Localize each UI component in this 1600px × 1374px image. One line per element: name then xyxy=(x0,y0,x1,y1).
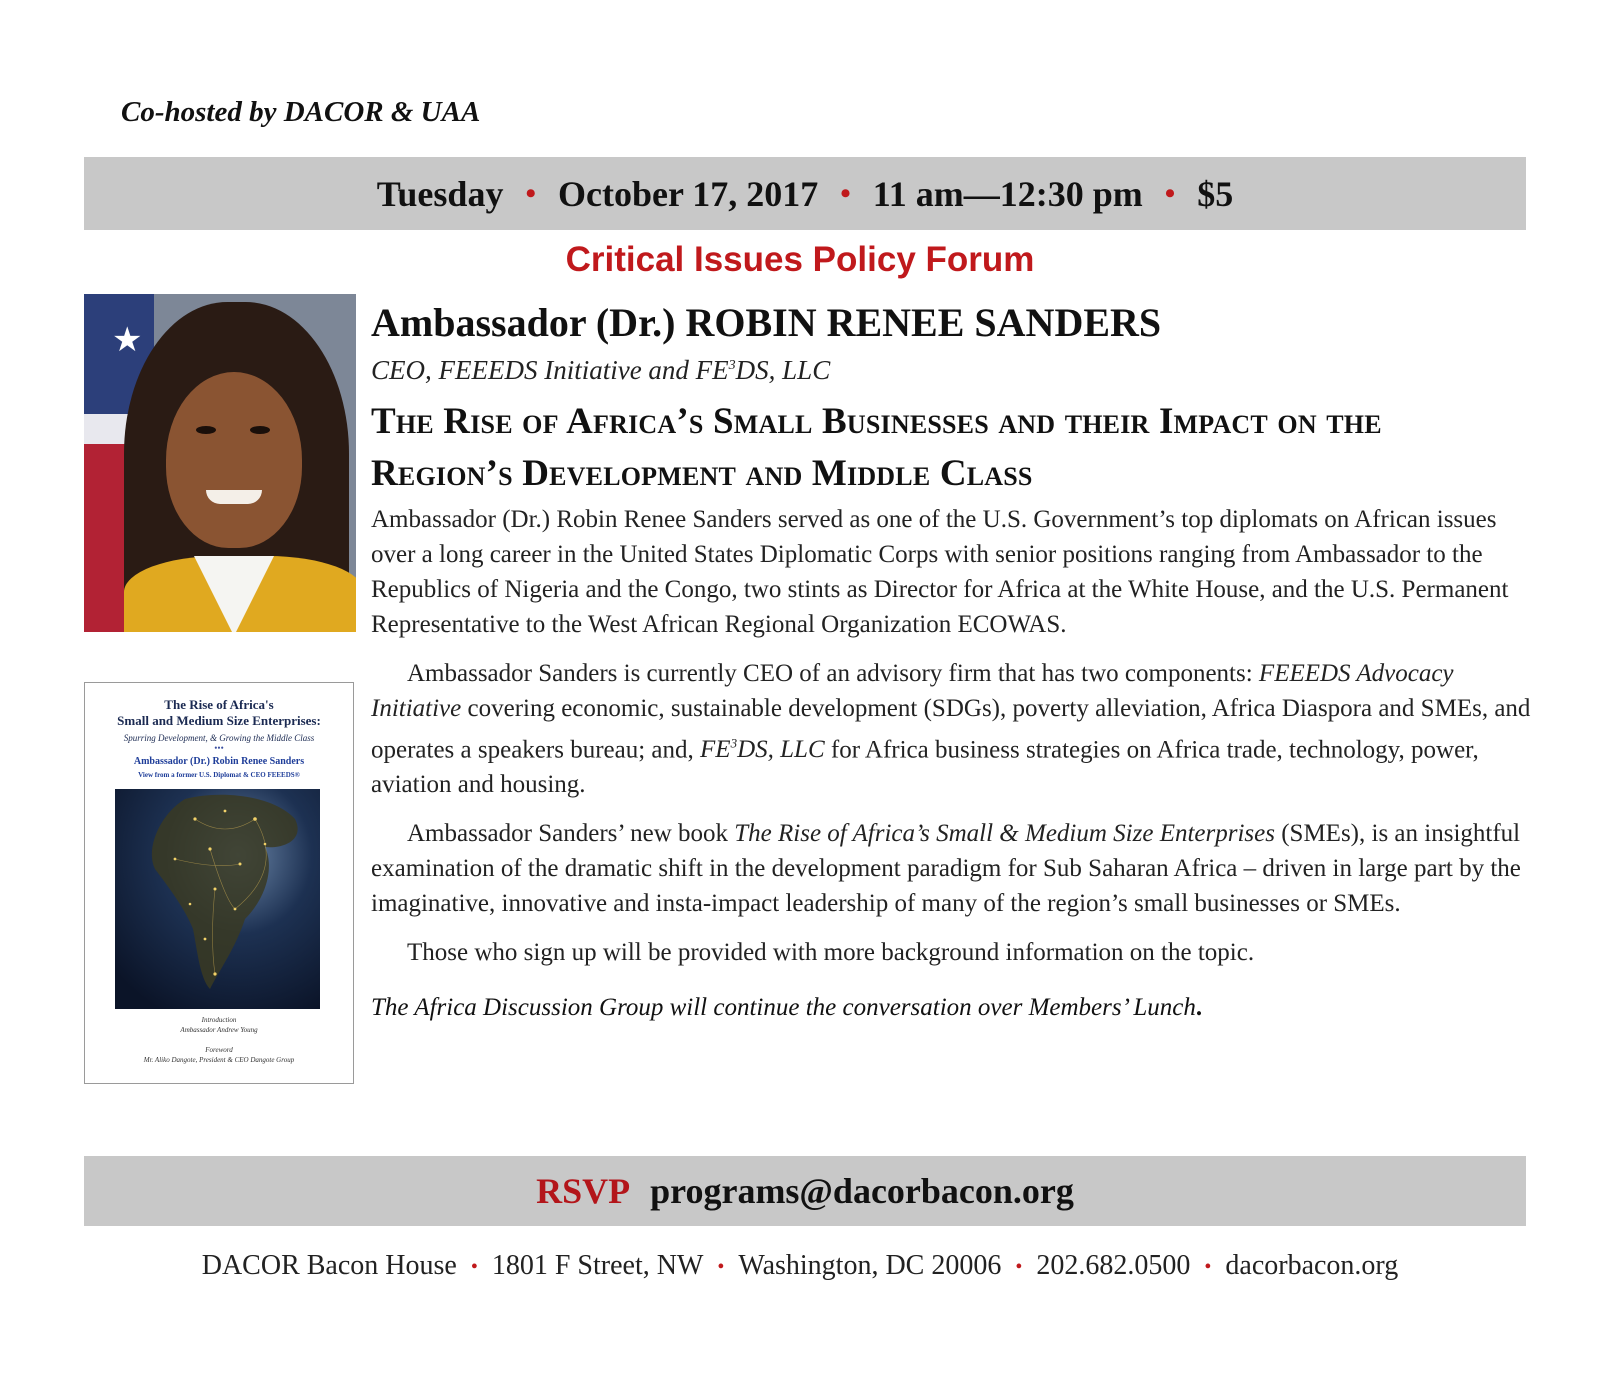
bio-text: Ambassador Sanders is currently CEO of an advisory firm that has two components: xyxy=(407,660,1259,687)
bullet-separator: • xyxy=(525,176,536,210)
bio-text: covering economic, sustainable development (SDGs), poverty alleviation, Africa Diaspora and SMEs, and operates a speakers bureau; and, xyxy=(371,695,1531,764)
book-title-line: Small and Medium Size Enterprises: xyxy=(117,713,321,728)
bio-paragraph-1: Ambassador (Dr.) Robin Renee Sanders served as one of the U.S. Government’s top diplomats on African issues over a long career in the United States Diplomatic Corps with senior positions ranging from Ambassador to the Republics of Nigeria and the Congo, two stints as Director for Africa at the White House, and the U.S. Permanent Representative to the West African Regional Organization ECOWAS. xyxy=(371,506,1509,638)
book-introduction xyxy=(85,1015,353,1035)
portrait-face xyxy=(166,372,302,548)
venue-street: 1801 F Street, NW xyxy=(491,1250,704,1281)
speaker-name: Ambassador (Dr.) ROBIN RENEE SANDERS xyxy=(371,300,1162,345)
event-day: Tuesday xyxy=(376,173,504,214)
closing-text: The Africa Discussion Group will continue the conversation over Members’ Lunch xyxy=(371,994,1196,1022)
bio-text: Ambassador Sanders’ new book xyxy=(407,820,735,848)
book-divider: ••• xyxy=(214,743,224,753)
book-title-line: The Rise of Africa's xyxy=(164,697,274,712)
book-intro-name: Ambassador Andrew Young xyxy=(180,1026,258,1034)
closing-note xyxy=(371,990,1531,1025)
bullet-separator: • xyxy=(1204,1256,1212,1279)
book-title-reference: The Rise of Africa’s Small & Medium Size Enterprises xyxy=(734,820,1275,848)
venue-phone[interactable]: 202.682.0500 xyxy=(1036,1250,1191,1281)
bio-paragraph-2 xyxy=(371,656,1531,802)
rsvp-bar xyxy=(84,1156,1526,1226)
bio-text: FE xyxy=(700,736,731,764)
bullet-separator: • xyxy=(470,1256,478,1279)
bio-emphasis xyxy=(700,736,825,763)
bio-text: DS, LLC xyxy=(737,736,825,764)
role-superscript: 3 xyxy=(728,358,736,373)
africa-globe-image xyxy=(115,789,320,1009)
bio-paragraph-4: Those who sign up will be provided with more background information on the topic. xyxy=(407,939,1255,967)
bio-emphasis: FEEEDS Advocacy Initiative xyxy=(371,660,1454,722)
portrait-eye xyxy=(250,426,270,434)
venue-city: Washington, DC 20006 xyxy=(738,1250,1002,1281)
venue-website-link[interactable]: dacorbacon.org xyxy=(1225,1250,1399,1281)
talk-title: The Rise of Africa’s Small Businesses and their Impact on the Region’s Development and Middle Class xyxy=(371,401,1382,494)
bio-paragraph-3 xyxy=(371,816,1531,921)
role-text: DS, LLC xyxy=(735,355,831,385)
star-icon: ★ xyxy=(112,322,143,359)
event-date-bar xyxy=(84,157,1526,230)
bio-superscript: 3 xyxy=(730,736,738,751)
book-intro-label: Introduction xyxy=(201,1016,237,1024)
rsvp-label: RSVP xyxy=(536,1171,631,1211)
event-price: $5 xyxy=(1197,173,1234,214)
venue-footer xyxy=(0,1250,1600,1282)
main-content xyxy=(371,300,1531,1025)
bullet-separator: • xyxy=(1164,176,1176,210)
forum-title: Critical Issues Policy Forum xyxy=(565,240,1035,279)
speaker-role xyxy=(371,350,1531,386)
book-subtitle: Spurring Development, & Growing the Middle Class xyxy=(123,733,315,743)
event-date: October 17, 2017 xyxy=(557,173,819,214)
book-foreword xyxy=(85,1045,353,1065)
venue-name: DACOR Bacon House xyxy=(201,1250,457,1281)
book-foreword-label: Foreword xyxy=(205,1046,233,1054)
bio-text: for Africa business strategies on Africa trade, technology, power, aviation and housing. xyxy=(371,736,1479,799)
book-title xyxy=(85,697,353,729)
portrait-eye xyxy=(196,426,216,434)
bio-text: (SMEs), is an insightful examination of the dramatic shift in the development paradigm for Sub Saharan Africa – driven in large part by the imaginative, innovative and insta-impact leadership of many of the region’s small businesses or SMEs. xyxy=(371,820,1521,918)
book-author-note: View from a former U.S. Diplomat & CEO FEEEDS® xyxy=(138,771,300,779)
portrait-smile xyxy=(206,490,262,504)
role-text: CEO, FEEEDS Initiative and FE xyxy=(371,355,729,385)
bullet-separator: • xyxy=(840,176,851,210)
event-time: 11 am—12:30 pm xyxy=(872,173,1143,214)
book-author: Ambassador (Dr.) Robin Renee Sanders xyxy=(133,756,305,767)
speaker-portrait xyxy=(84,294,356,632)
bullet-separator: • xyxy=(1015,1256,1023,1279)
rsvp-email-link[interactable]: programs@dacorbacon.org xyxy=(650,1171,1074,1211)
book-cover xyxy=(84,682,354,1084)
bullet-separator: • xyxy=(717,1256,725,1279)
cohost-line: Co-hosted by DACOR & UAA xyxy=(121,96,481,128)
book-foreword-name: Mr. Aliko Dangote, President & CEO Dangote Group xyxy=(143,1056,295,1064)
closing-period: . xyxy=(1195,994,1203,1022)
